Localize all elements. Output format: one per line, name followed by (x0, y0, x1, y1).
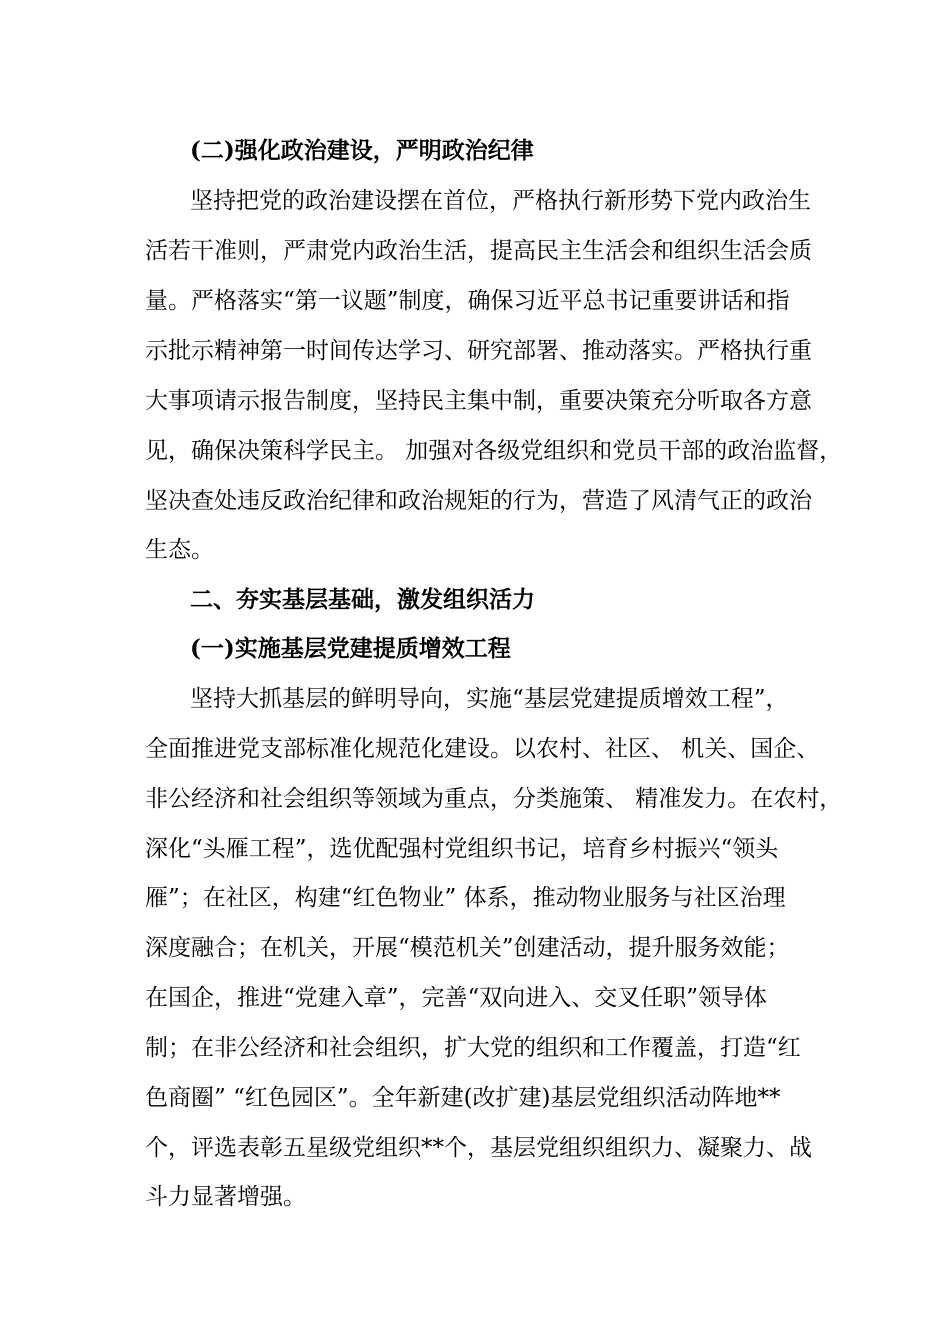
paragraph-line: 制；在非公经济和社会组织，扩大党的组织和工作覆盖，打造“红 (145, 1035, 801, 1061)
paragraph-line: 见，确保决策科学民主。 加强对各级党组织和党员干部的政治监督， (145, 438, 843, 464)
paragraph-line: 深化“头雁工程”，选优配强村党组织书记，培育乡村振兴“领头 (145, 836, 779, 862)
paragraph-line: 斗力显著增强。 (145, 1184, 306, 1210)
paragraph-line: 坚持把党的政治建设摆在首位，严格执行新形势下党内政治生 (190, 188, 811, 214)
paragraph-line: 个，评选表彰五星级党组织**个，基层党组织组织力、凝聚力、战 (145, 1135, 812, 1161)
paragraph-line: 非公经济和社会组织等领域为重点，分类施策、 精准发力。在农村， (145, 786, 843, 812)
section-heading-political-construction: (二)强化政治建设，严明政治纪律 (190, 137, 534, 164)
paragraph-line: 活若干准则，严肃党内政治生活，提高民主生活会和组织生活会质 (145, 238, 812, 264)
section-heading-grassroots: 二、夯实基层基础，激发组织活力 (190, 586, 535, 613)
paragraph-line: 全面推进党支部标准化规范化建设。以农村、社区、 机关、国企、 (145, 736, 820, 762)
paragraph-line: 在国企，推进“党建入章”，完善“双向进入、交叉任职”领导体 (145, 985, 768, 1011)
paragraph-line: 大事项请示报告制度，坚持民主集中制，重要决策充分听取各方意 (145, 388, 812, 414)
paragraph-line: 色商圈” “红色园区”。全年新建(改扩建)基层党组织活动阵地** (145, 1085, 781, 1111)
paragraph-line: 坚决查处违反政治纪律和政治规矩的行为，营造了风清气正的政治 (145, 488, 812, 514)
paragraph-line: 坚持大抓基层的鲜明导向，实施“基层党建提质增效工程”， (190, 686, 789, 712)
paragraph-line: 深度融合；在机关，开展“模范机关”创建活动，提升服务效能； (145, 935, 790, 961)
paragraph-line: 生态。 (145, 537, 214, 563)
paragraph-line: 雁”；在社区，构建“红色物业” 体系，推动物业服务与社区治理 (145, 885, 786, 911)
paragraph-line: 示批示精神第一时间传达学习、研究部署、推动落实。严格执行重 (145, 338, 812, 364)
paragraph-line: 量。严格落实“第一议题”制度，确保习近平总书记重要讲话和指 (145, 288, 790, 314)
subsection-heading-quality-improvement: (一)实施基层党建提质增效工程 (190, 635, 511, 662)
